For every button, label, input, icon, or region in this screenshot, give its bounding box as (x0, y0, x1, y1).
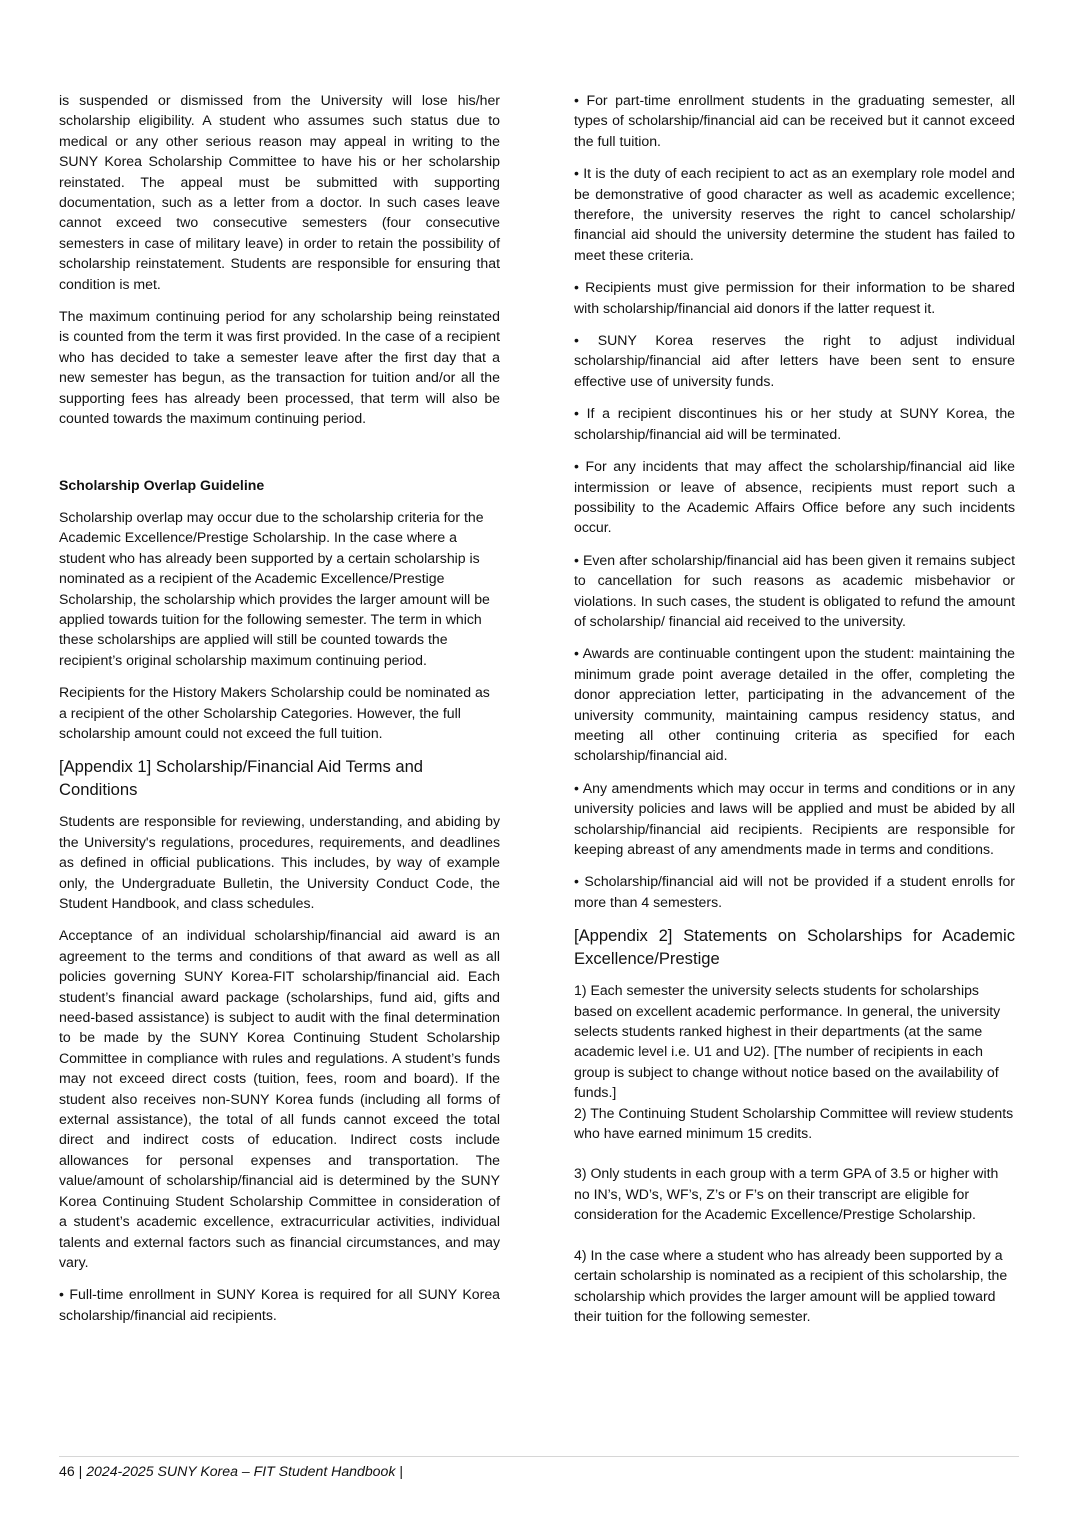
bullet-donor-permission: • Recipients must give permission for their information to be shared with scholarship/financial aid donors if the latter request it. (574, 279, 1015, 316)
footer-separator: | (74, 1463, 87, 1479)
bullet-report-incidents: • For any incidents that may affect the scholarship/financial aid like intermission or leave of absence, recipients must report such a possibility to the Academic Affairs Office before any such incidents occur. (574, 458, 1015, 536)
bullet-discontinue-study: • If a recipient discontinues his or her study at SUNY Korea, the scholarship/financial aid will be terminated. (574, 405, 1015, 442)
handbook-title: 2024-2025 SUNY Korea – FIT Student Handbook (86, 1463, 396, 1479)
right-column (574, 90, 1015, 1338)
paragraph-max-continuing-period: The maximum continuing period for any scholarship being reinstated is counted from the term it was first provided. In the case of a recipient who has decided to take a semester leave after the first day that a new semester has begun, as the transaction for tuition and/or all the supporting fees has already been processed, that term will also be counted towards the maximum continuing period. (59, 308, 500, 427)
paragraph-student-responsibility: Students are responsible for reviewing, understanding, and abiding by the University's regulations, procedures, requirements, and deadlines as defined in official publications. This includes, by way of example only, the Undergraduate Bulletin, the University Conduct Code, the Student Handbook, and class schedules. (59, 813, 500, 911)
bullet-amendments: • Any amendments which may occur in terms and conditions or in any university policies and laws will be applied and must be abided by all scholarship/financial aid recipients. Recipients are responsible for keeping abreast of any amendments made in terms and conditions. (574, 779, 1015, 857)
page-footer (59, 1461, 403, 1481)
list-item-overlap: 4) In the case where a student who has already been supported by a certain scholarship is nominated as a recipient of this scholarship, the scholarship which provides the larger amount will be applied toward their tuition for the following semester. (574, 1246, 1008, 1324)
bullet-continuable-awards: • Awards are continuable contingent upon the student: maintaining the minimum grade point average detailed in the offer, completing the donor appreciation letter, participating in the advancement of the university community, maintaining campus residency status, and meeting all other continuing criteria as specified for each scholarship/financial aid. (574, 645, 1015, 764)
bullet-adjust-aid: • SUNY Korea reserves the right to adjust individual scholarship/financial aid after letters have been sent to ensure effective use of university funds. (574, 332, 1015, 389)
page-number: 46 (59, 1463, 75, 1479)
bullet-full-time-enrollment: • Full-time enrollment in SUNY Korea is required for all SUNY Korea scholarship/financial aid recipients. (59, 1286, 500, 1323)
bullet-part-time-enrollment: • For part-time enrollment students in the graduating semester, all types of scholarship/financial aid can be received but it cannot exceed the full tuition. (574, 92, 1015, 149)
list-item-selection: 1) Each semester the university selects students for scholarships based on excellent academic performance. In general, the university selects students ranked highest in their departments (at the same academic level i.e. U1 and U2). [The number of recipients in each group is subject to change without notice based on the availability of funds.] (574, 982, 1001, 1101)
list-item-credits: 2) The Continuing Student Scholarship Committee will review students who have earned minimum 15 credits. (574, 1104, 1014, 1142)
heading-appendix-1: [Appendix 1] Scholarship/Financial Aid Terms and Conditions (59, 757, 424, 800)
paragraph-leave-appeal: is suspended or dismissed from the University will lose his/her scholarship eligibility. A student who assumes such status due to medical or any other serious reason may appeal in writing to the SUNY Korea Scholarship Committee to have his or her scholarship reinstated. The appeal must be submitted with supporting documentation, such as a letter from a doctor. In such cases leave cannot exceed two consecutive semesters (four consecutive semesters in case of military leave) in order to retain the possibility of scholarship reinstatement. Students are responsible for ensuring that condition is met. (59, 92, 500, 292)
footer-divider (59, 1456, 1019, 1457)
paragraph-award-acceptance: Acceptance of an individual scholarship/financial aid award is an agreement to the terms and conditions of that award as well as all policies governing SUNY Korea-FIT scholarship/financial aid. Each student’s financial award package (scholarships, fund aid, gifts and need-based assistance) is subject to audit with the final determination to be made by the SUNY Korea Continuing Student Scholarship Committee in compliance with rules and regulations. A student’s funds may not exceed direct costs (tuition, fees, room and board). If the student also receives non-SUNY Korea funds (including all forms of external assistance), the total of all funds cannot exceed the total direct and indirect costs of education. Indirect costs include allowances for personal expenses and transportation. The value/amount of scholarship/financial aid is determined by the SUNY Korea Continuing Student Scholarship Committee in consideration of a student’s academic excellence, extracurricular activities, individual talents and external factors such as financial circumstances, and may vary. (59, 927, 500, 1270)
heading-appendix-2: [Appendix 2] Statements on Scholarships for Academic Excellence/Prestige (574, 926, 1015, 969)
bullet-semester-limit: • Scholarship/financial aid will not be provided if a student enrolls for more than 4 semesters. (574, 873, 1015, 910)
footer-trailing-separator: | (395, 1463, 403, 1479)
heading-scholarship-overlap: Scholarship Overlap Guideline (59, 476, 265, 493)
bullet-role-model: • It is the duty of each recipient to act as an exemplary role model and be demonstrative of good character as well as academic excellence; therefore, the university reserves the right to cancel scholarship/ financial aid should the university determine the student has failed to meet these criteria. (574, 165, 1015, 263)
list-item-gpa: 3) Only students in each group with a term GPA of 3.5 or higher with no IN’s, WD’s, WF’s, Z’s or F’s on their transcript are eligible for consideration for the Academic Excellence/Prestige Scholarship. (574, 1165, 999, 1223)
left-column (59, 90, 500, 1337)
bullet-cancellation: • Even after scholarship/financial aid has been given it remains subject to cancellation for such reasons as academic misbehavior or violations. In such cases, the student is obligated to refund the amount of scholarship/ financial aid received to the university. (574, 551, 1015, 629)
paragraph-history-makers: Recipients for the History Makers Scholarship could be nominated as a recipient of the other Scholarship Categories. However, the full scholarship amount could not exceed the full tuition. (59, 684, 490, 741)
paragraph-overlap-criteria: Scholarship overlap may occur due to the scholarship criteria for the Academic Excellence/Prestige Scholarship. In the case where a student who has already been supported by a certain scholarship is nominated as a recipient of the Academic Excellence/Prestige Scholarship, the scholarship which provides the larger amount will be applied towards tuition for the following semester. The term in which these scholarships are applied will still be counted towards the recipient’s original scholarship maximum continuing period. (59, 508, 490, 668)
